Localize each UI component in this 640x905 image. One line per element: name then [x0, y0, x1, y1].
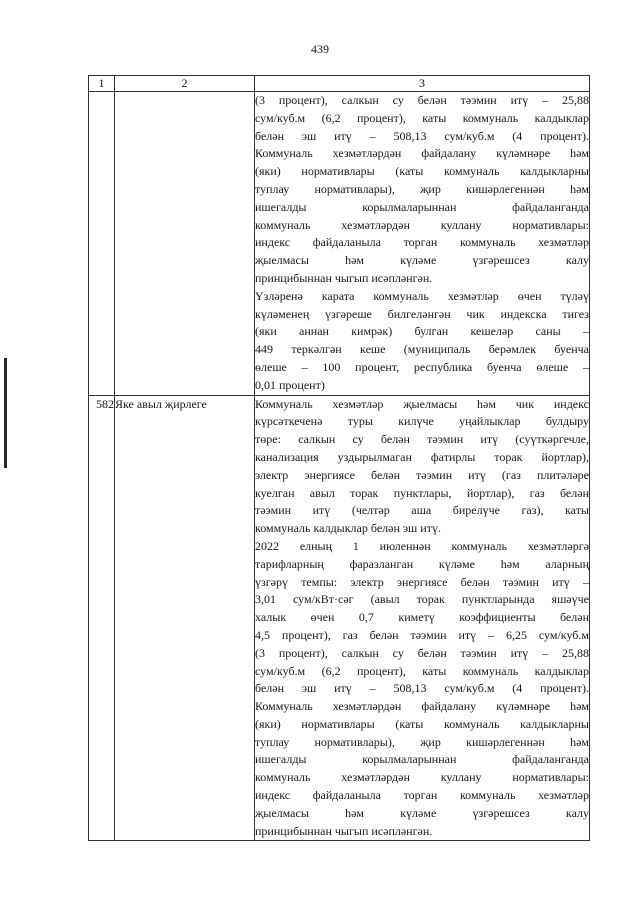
- text-line: белән эш итү – 508,13 сум/куб.м (4 процент).: [255, 681, 589, 696]
- description-paragraph: [255, 396, 589, 538]
- text-line: тарифларның фаразланган күләме һәм аларның: [255, 556, 589, 571]
- text-line: күләменең үзгәреше билгеләнгән чик индекска тигез: [255, 306, 589, 321]
- text-line: җыелмасы һәм күләме үзгәрешсез калу: [255, 253, 589, 268]
- description-paragraph: [255, 288, 589, 395]
- text-line: Үзләренә карата коммуналь хезмәтләр өчен түләү: [255, 288, 589, 303]
- text-line: (яки аннан кимрәк) булган кешеләр саны –: [255, 324, 589, 339]
- row-number-cell: 582: [89, 395, 115, 841]
- document-table: [88, 75, 590, 841]
- text-line: 449 теркәлгән кеше (муниципаль берәмлек буенча: [255, 342, 589, 357]
- settlement-name-cell: Яке авыл җирлеге: [115, 395, 255, 841]
- text-line: индекс файдаланыла торган коммуналь хезмәтләр: [255, 235, 589, 250]
- column-header-2: 2: [115, 76, 255, 92]
- text-line: сум/куб.м (6,2 процент), каты коммуналь калдыклар: [255, 663, 589, 678]
- row-number-cell: [89, 92, 115, 396]
- text-line: үзгәрү темпы: электр энергиясе белән тәэмин итү –: [255, 574, 589, 589]
- text-line: Коммуналь хезмәтләрдән файдалану күләмнәре һәм: [255, 699, 589, 714]
- text-line: коммуналь калдыклар белән эш итү.: [255, 521, 441, 536]
- description-cell: [255, 92, 590, 396]
- text-line: 0,01 процент): [255, 377, 325, 392]
- table-row: [89, 395, 590, 841]
- settlement-name-cell: [115, 92, 255, 396]
- description-cell: [255, 395, 590, 841]
- text-line: коммуналь хезмәтләрдән куллану нормативлары:: [255, 217, 589, 232]
- text-line: сум/куб.м (6,2 процент), каты коммуналь калдыклар: [255, 110, 589, 125]
- description-paragraph: [255, 538, 589, 841]
- margin-binding-mark: [4, 358, 7, 468]
- text-line: ишегалды корылмаларыннан файдаланганда: [255, 752, 589, 767]
- text-line: Коммуналь хезмәтләрдән файдалану күләмнәре һәм: [255, 146, 589, 161]
- text-line: туплау нормативлары), җир кишәрлегеннән һәм: [255, 181, 589, 196]
- text-line: төре: салкын су белән тәэмин итү (суүткәргечле,: [255, 432, 589, 447]
- column-header-3: 3: [255, 76, 590, 92]
- text-line: ишегалды корылмаларыннан файдаланганда: [255, 199, 589, 214]
- text-line: куелган авыл торак пунктлары, йортлар), газ белән: [255, 485, 589, 500]
- table-header-row: [89, 76, 590, 92]
- description-paragraph: [255, 92, 589, 288]
- page-number: 439: [311, 42, 329, 56]
- text-line: канализация уздырылмаган фатирлы торак йортлар),: [255, 449, 589, 464]
- text-line: 4,5 процент), газ белән тәэмин итү – 6,25 сум/куб.м: [255, 627, 589, 642]
- text-line: 2022 елның 1 июленнән коммуналь хезмәтләргә: [255, 538, 589, 553]
- text-line: халык өчен 0,7 киметү коэффициенты белән: [255, 610, 589, 625]
- text-line: Коммуналь хезмәтләр җыелмасы һәм чик индекс: [255, 396, 589, 411]
- text-line: индекс файдаланыла торган коммуналь хезмәтләр: [255, 788, 589, 803]
- text-line: туплау нормативлары), җир кишәрлегеннән һәм: [255, 734, 589, 749]
- text-line: (3 процент), салкын су белән тәэмин итү – 25,88: [255, 93, 589, 107]
- text-line: җыелмасы һәм күләме үзгәрешсез калу: [255, 805, 589, 820]
- text-line: белән эш итү – 508,13 сум/куб.м (4 процент).: [255, 128, 589, 143]
- column-header-1: 1: [89, 76, 115, 92]
- text-line: (яки) нормативлары (каты коммуналь калдыкларны: [255, 164, 589, 179]
- text-line: (3 процент), салкын су белән тәэмин итү – 25,88: [255, 645, 589, 660]
- text-line: өлеше – 100 процент, республика буенча өлеше –: [255, 359, 589, 374]
- text-line: электр энергиясе белән тәэмин итү (газ плитәләре: [255, 467, 589, 482]
- text-line: 3,01 сум/кВт·сәг (авыл торак пунктларында яшәүче: [255, 592, 589, 607]
- text-line: принцибыннан чыгып исәпләнгән.: [255, 270, 433, 285]
- text-line: принцибыннан чыгып исәпләнгән.: [255, 823, 433, 838]
- table-row: [89, 92, 590, 396]
- text-line: тәэмин итү (челтәр аша бирелүче газ), каты: [255, 503, 589, 518]
- text-line: күрсәткеченә туры килүче уңайлыклар булдыру: [255, 414, 589, 429]
- text-line: коммуналь хезмәтләрдән куллану нормативлары:: [255, 770, 589, 785]
- text-line: (яки) нормативлары (каты коммуналь калдыкларны: [255, 716, 589, 731]
